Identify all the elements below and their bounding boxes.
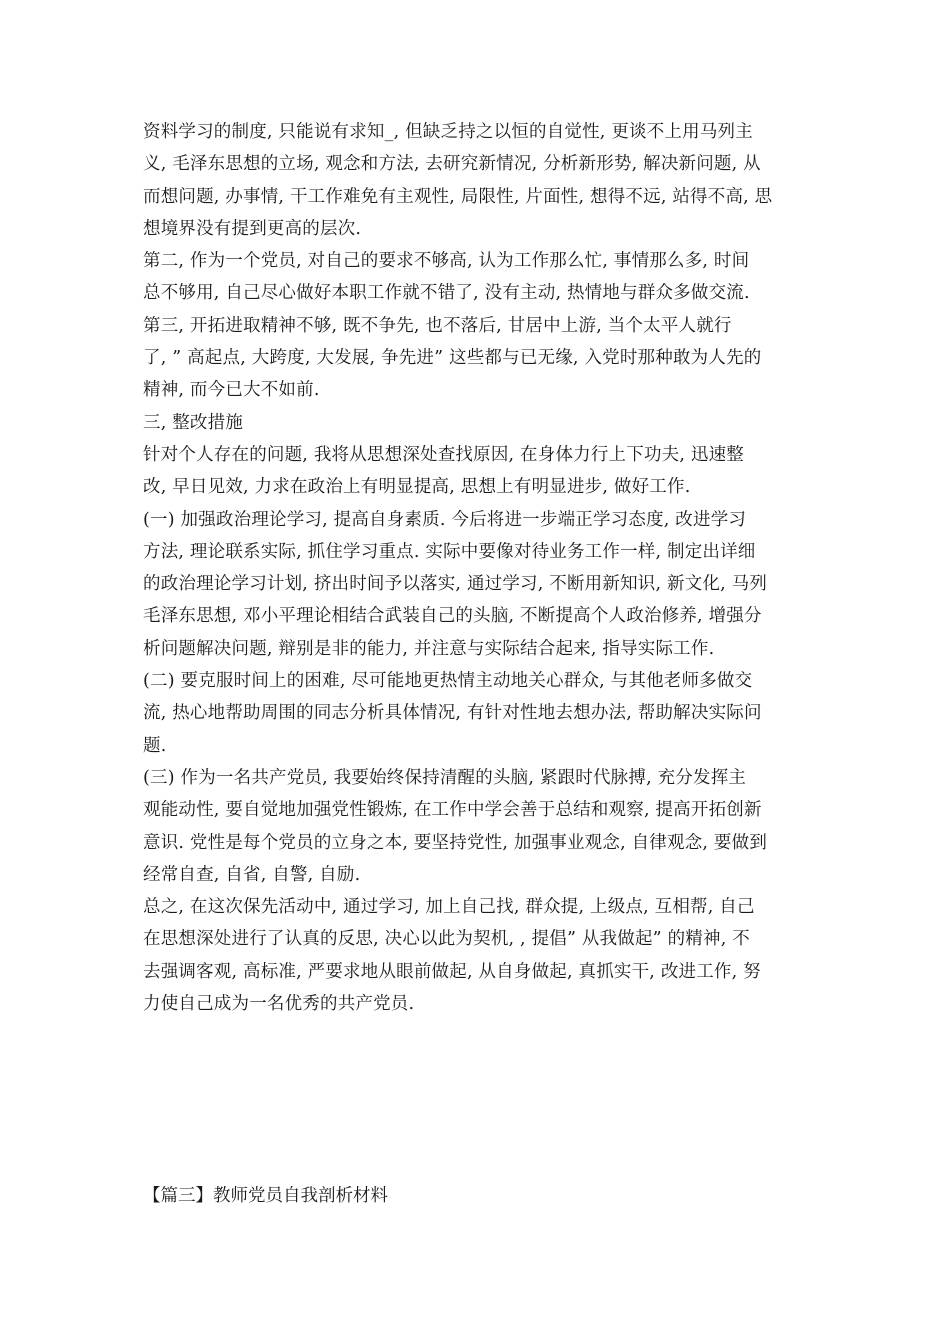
text-line: 意识. 党性是每个党员的立身之本, 要坚持党性, 加强事业观念, 自律观念, 要做到 — [143, 832, 768, 853]
paragraph — [143, 245, 813, 310]
paragraph — [143, 504, 813, 665]
text-line: 第二, 作为一个党员, 对自己的要求不够高, 认为工作那么忙, 事情那么多, 时间 — [143, 251, 750, 272]
paragraph — [143, 762, 813, 891]
text-line: 第三, 开拓进取精神不够, 既不争先, 也不落后, 甘居中上游, 当个太平人就行 — [143, 315, 732, 336]
paragraph — [143, 116, 813, 245]
text-line: 流, 热心地帮助周围的同志分析具体情况, 有针对性地去想办法, 帮助解决实际问 — [143, 703, 762, 724]
text-line: 了, ” 高起点, 大跨度, 大发展, 争先进” 这些都与已无缘, 入党时那种敢为人先的 — [143, 348, 762, 369]
paragraph — [143, 891, 813, 1020]
text-line: 析问题解决问题, 辩别是非的能力, 并注意与实际结合起来, 指导实际工作. — [143, 638, 715, 659]
text-line: 想境界没有提到更高的层次. — [143, 218, 362, 239]
paragraph — [143, 310, 813, 407]
text-line: 改, 早日见效, 力求在政治上有明显提高, 思想上有明显进步, 做好工作. — [143, 477, 691, 498]
section-heading: 【篇三】教师党员自我剖析材料 — [143, 1186, 388, 1206]
paragraph — [143, 665, 813, 762]
text-line: 义, 毛泽东思想的立场, 观念和方法, 去研究新情况, 分析新形势, 解决新问题, 从 — [143, 154, 761, 175]
text-line: 毛泽东思想, 邓小平理论相结合武装自己的头脑, 不断提高个人政治修养, 增强分 — [143, 606, 762, 627]
text-line: 而想问题, 办事情, 干工作难免有主观性, 局限性, 片面性, 想得不远, 站得不高, 思 — [143, 186, 773, 207]
text-line: 针对个人存在的问题, 我将从思想深处查找原因, 在身体力行上下功夫, 迅速整 — [143, 444, 744, 465]
text-line: (一) 加强政治理论学习, 提高自身素质. 今后将进一步端正学习态度, 改进学习 — [143, 509, 747, 530]
paragraph — [143, 407, 813, 439]
text-line: 方法, 理论联系实际, 抓住学习重点. 实际中要像对待业务工作一样, 制定出详细 — [143, 541, 756, 562]
text-line: 观能动性, 要自觉地加强党性锻炼, 在工作中学会善于总结和观察, 提高开拓创新 — [143, 800, 762, 821]
text-line: 三, 整改措施 — [143, 412, 244, 433]
text-line: 精神, 而今已大不如前. — [143, 380, 320, 401]
text-line: 总不够用, 自己尽心做好本职工作就不错了, 没有主动, 热情地与群众多做交流. — [143, 283, 750, 304]
text-line: 力使自己成为一名优秀的共产党员. — [143, 994, 415, 1015]
text-line: 经常自查, 自省, 自警, 自励. — [143, 864, 361, 885]
text-line: 题. — [143, 735, 167, 756]
text-line: (三) 作为一名共产党员, 我要始终保持清醒的头脑, 紧跟时代脉搏, 充分发挥主 — [143, 767, 747, 788]
paragraph — [143, 439, 813, 504]
text-line: 总之, 在这次保先活动中, 通过学习, 加上自己找, 群众提, 上级点, 互相帮, 自己 — [143, 897, 755, 918]
text-line: 资料学习的制度, 只能说有求知_, 但缺乏持之以恒的自觉性, 更谈不上用马列主 — [143, 122, 753, 142]
text-line: (二) 要克服时间上的困难, 尽可能地更热情主动地关心群众, 与其他老师多做交 — [143, 671, 753, 692]
text-line: 在思想深处进行了认真的反思, 决心以此为契机, , 提倡” 从我做起” 的精神, 不 — [143, 929, 750, 950]
text-line: 的政治理论学习计划, 挤出时间予以落实, 通过学习, 不断用新知识, 新文化, 马列 — [143, 574, 768, 595]
document-body — [143, 116, 813, 1020]
text-line: 去强调客观, 高标准, 严要求地从眼前做起, 从自身做起, 真抓实干, 改进工作, 努 — [143, 961, 761, 982]
